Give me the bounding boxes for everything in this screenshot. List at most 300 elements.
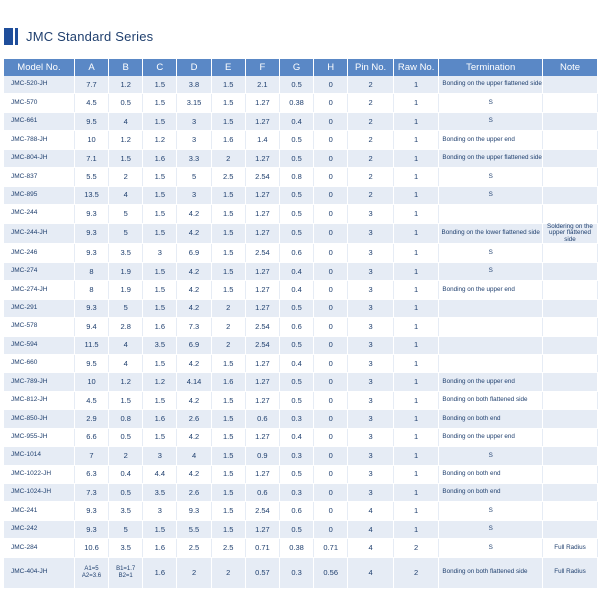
value-cell: 4 (109, 186, 143, 204)
termination-cell: S (439, 520, 543, 538)
value-cell: 0.38 (279, 539, 313, 557)
note-cell (542, 465, 597, 483)
value-cell: 3 (348, 205, 394, 223)
model-cell: JMC-660 (4, 354, 74, 372)
column-header: F (245, 59, 279, 76)
termination-cell: Bonding on both flattened side (439, 391, 543, 409)
value-cell: 0.5 (279, 76, 313, 94)
table-row (4, 112, 598, 130)
value-cell: 3 (348, 262, 394, 280)
value-cell: 0.5 (279, 391, 313, 409)
value-cell: 2 (348, 168, 394, 186)
model-cell: JMC-570 (4, 94, 74, 112)
value-cell: 0.5 (109, 484, 143, 502)
model-cell: JMC-812-JH (4, 391, 74, 409)
termination-cell: Bonding on the upper flattened side (439, 149, 543, 167)
value-cell: 5.5 (177, 520, 211, 538)
column-header: H (314, 59, 348, 76)
model-cell: JMC-274-JH (4, 281, 74, 299)
spec-table (4, 59, 598, 589)
value-cell: 2.54 (245, 244, 279, 262)
value-cell: 1 (393, 465, 439, 483)
value-cell: 0.57 (245, 557, 279, 588)
value-cell: 9.4 (74, 318, 108, 336)
value-cell: 6.9 (177, 244, 211, 262)
value-cell: 2 (393, 557, 439, 588)
table-row (4, 299, 598, 317)
table-row (4, 149, 598, 167)
termination-cell: Bonding on the upper end (439, 281, 543, 299)
value-cell: 1.5 (143, 112, 177, 130)
table-row (4, 520, 598, 538)
column-header: A (74, 59, 108, 76)
value-cell: 0 (314, 373, 348, 391)
value-cell: 2.5 (211, 168, 245, 186)
table-row (4, 76, 598, 94)
section-header (4, 28, 153, 45)
model-cell: JMC-284 (4, 539, 74, 557)
value-cell: 9.3 (74, 205, 108, 223)
column-header: Pin No. (348, 59, 394, 76)
value-cell: 1.5 (211, 186, 245, 204)
note-cell (542, 131, 597, 149)
value-cell: 0.5 (279, 520, 313, 538)
value-cell: 1 (393, 281, 439, 299)
value-cell: 1 (393, 373, 439, 391)
value-cell: 4 (348, 557, 394, 588)
value-cell: 1.6 (143, 318, 177, 336)
value-cell: 1 (393, 447, 439, 465)
column-header: Raw No. (393, 59, 439, 76)
value-cell: 1 (393, 354, 439, 372)
value-cell: 9.3 (74, 502, 108, 520)
value-cell: 4.2 (177, 205, 211, 223)
value-cell: 1.5 (143, 186, 177, 204)
value-cell: 0.4 (279, 262, 313, 280)
value-cell: 1.5 (143, 354, 177, 372)
value-cell: 1.27 (245, 428, 279, 446)
value-cell: 1 (393, 94, 439, 112)
value-cell: 1.9 (109, 262, 143, 280)
value-cell: 1.6 (211, 373, 245, 391)
value-cell: 1 (393, 168, 439, 186)
note-cell (542, 76, 597, 94)
value-cell: 3 (143, 244, 177, 262)
value-cell: 2 (348, 94, 394, 112)
value-cell: 1.9 (109, 281, 143, 299)
note-cell (542, 318, 597, 336)
table-row (4, 186, 598, 204)
value-cell: 0 (314, 205, 348, 223)
value-cell: 0 (314, 149, 348, 167)
termination-cell: Bonding on the lower flattened side (439, 223, 543, 244)
value-cell: 0.71 (314, 539, 348, 557)
value-cell: 0.9 (245, 447, 279, 465)
value-cell: 3.15 (177, 94, 211, 112)
value-cell: 1.5 (211, 410, 245, 428)
table-row (4, 131, 598, 149)
note-cell (542, 484, 597, 502)
value-cell: 1 (393, 410, 439, 428)
table-row (4, 428, 598, 446)
value-cell: 1.5 (143, 520, 177, 538)
value-cell: 0 (314, 168, 348, 186)
table-row (4, 281, 598, 299)
note-cell (542, 299, 597, 317)
value-cell: 2.9 (74, 410, 108, 428)
value-cell: 0.4 (109, 465, 143, 483)
value-cell: 2 (109, 447, 143, 465)
value-cell: 1 (393, 428, 439, 446)
value-cell: 1 (393, 223, 439, 244)
value-cell: 1.6 (211, 131, 245, 149)
value-cell: 2.1 (245, 76, 279, 94)
termination-cell: Bonding on both end (439, 410, 543, 428)
termination-cell: Bonding on the upper end (439, 131, 543, 149)
value-cell: 1.5 (211, 428, 245, 446)
value-cell: 3 (348, 484, 394, 502)
value-cell: 1.6 (143, 539, 177, 557)
table-row (4, 205, 598, 223)
value-cell: 0 (314, 76, 348, 94)
value-cell: 1.5 (109, 391, 143, 409)
value-cell: 1.2 (109, 76, 143, 94)
value-cell: 0 (314, 131, 348, 149)
value-cell: 1 (393, 502, 439, 520)
value-cell: 4 (109, 336, 143, 354)
value-cell: 1.5 (143, 299, 177, 317)
value-cell: 1.5 (143, 391, 177, 409)
table-row (4, 336, 598, 354)
value-cell: 1 (393, 299, 439, 317)
value-cell: 6.9 (177, 336, 211, 354)
value-cell: 4 (348, 539, 394, 557)
value-cell: 1.6 (143, 557, 177, 588)
value-cell: 1.27 (245, 186, 279, 204)
table-row (4, 539, 598, 557)
value-cell: 0.5 (279, 186, 313, 204)
value-cell: 0 (314, 336, 348, 354)
value-cell: 0 (314, 410, 348, 428)
value-cell: 1.5 (211, 223, 245, 244)
value-cell: 7.7 (74, 76, 108, 94)
value-cell: 0.5 (279, 149, 313, 167)
value-cell: 3 (348, 373, 394, 391)
model-cell: JMC-242 (4, 520, 74, 538)
table-row (4, 354, 598, 372)
value-cell: 0.5 (279, 373, 313, 391)
value-cell: 1.5 (143, 262, 177, 280)
page-title: JMC Standard Series (26, 29, 154, 44)
value-cell: 3 (348, 223, 394, 244)
model-cell: JMC-274 (4, 262, 74, 280)
value-cell: 0.6 (279, 244, 313, 262)
value-cell: 7.3 (74, 484, 108, 502)
value-cell: 1.5 (143, 223, 177, 244)
value-cell: 0 (314, 447, 348, 465)
value-cell: 3 (348, 318, 394, 336)
value-cell: 1.5 (143, 205, 177, 223)
value-cell: 0 (314, 484, 348, 502)
value-cell: 1.2 (109, 373, 143, 391)
model-cell: JMC-789-JH (4, 373, 74, 391)
value-cell: 1 (393, 244, 439, 262)
termination-cell (439, 299, 543, 317)
value-cell: 0.5 (279, 336, 313, 354)
value-cell: 2.8 (109, 318, 143, 336)
value-cell: 4 (177, 447, 211, 465)
value-cell: 1.27 (245, 112, 279, 130)
termination-cell: S (439, 168, 543, 186)
value-cell: 2 (348, 149, 394, 167)
value-cell: 1.27 (245, 223, 279, 244)
table-row (4, 262, 598, 280)
table-row (4, 557, 598, 588)
value-cell: 0.5 (279, 465, 313, 483)
value-cell: 1.2 (143, 373, 177, 391)
model-cell: JMC-788-JH (4, 131, 74, 149)
note-cell (542, 112, 597, 130)
value-cell: 0 (314, 112, 348, 130)
value-cell: 3.5 (143, 336, 177, 354)
termination-cell: S (439, 244, 543, 262)
value-cell: 0.3 (279, 484, 313, 502)
value-cell: 3.5 (143, 484, 177, 502)
note-cell (542, 205, 597, 223)
termination-cell (439, 318, 543, 336)
value-cell: A1=5 A2=3.6 (74, 557, 108, 588)
value-cell: 5.5 (74, 168, 108, 186)
column-header: D (177, 59, 211, 76)
value-cell: 2.54 (245, 502, 279, 520)
value-cell: 0.6 (279, 318, 313, 336)
value-cell: 4.2 (177, 281, 211, 299)
value-cell: 4.2 (177, 299, 211, 317)
model-cell: JMC-244 (4, 205, 74, 223)
value-cell: 5 (109, 223, 143, 244)
model-cell: JMC-246 (4, 244, 74, 262)
model-cell: JMC-1022-JH (4, 465, 74, 483)
column-header: Note (542, 59, 597, 76)
table-row (4, 447, 598, 465)
value-cell: 4.2 (177, 354, 211, 372)
value-cell: 4 (109, 112, 143, 130)
value-cell: 3 (143, 502, 177, 520)
column-header: Model No. (4, 59, 74, 76)
note-cell (542, 428, 597, 446)
value-cell: 1 (393, 131, 439, 149)
table-row (4, 410, 598, 428)
termination-cell: S (439, 447, 543, 465)
value-cell: 6.6 (74, 428, 108, 446)
value-cell: 3 (177, 186, 211, 204)
value-cell: 0.4 (279, 354, 313, 372)
value-cell: 1 (393, 149, 439, 167)
value-cell: 0 (314, 465, 348, 483)
value-cell: 0.3 (279, 447, 313, 465)
value-cell: 2.5 (177, 539, 211, 557)
model-cell: JMC-594 (4, 336, 74, 354)
model-cell: JMC-895 (4, 186, 74, 204)
termination-cell: S (439, 262, 543, 280)
value-cell: 0 (314, 354, 348, 372)
value-cell: 1.5 (211, 502, 245, 520)
table-row (4, 318, 598, 336)
value-cell: 6.3 (74, 465, 108, 483)
value-cell: 1.2 (109, 131, 143, 149)
value-cell: 1 (393, 205, 439, 223)
table-row (4, 373, 598, 391)
value-cell: 4.14 (177, 373, 211, 391)
note-cell (542, 262, 597, 280)
value-cell: 5 (109, 520, 143, 538)
value-cell: 0 (314, 186, 348, 204)
value-cell: 1.5 (211, 447, 245, 465)
model-cell: JMC-244-JH (4, 223, 74, 244)
value-cell: 0.4 (279, 281, 313, 299)
value-cell: 1.5 (211, 244, 245, 262)
value-cell: 2 (211, 149, 245, 167)
termination-cell: Bonding on both end (439, 484, 543, 502)
column-header: B (109, 59, 143, 76)
value-cell: 9.3 (74, 520, 108, 538)
value-cell: 5 (109, 299, 143, 317)
value-cell: 2.54 (245, 336, 279, 354)
value-cell: 1.5 (143, 281, 177, 299)
value-cell: 3 (348, 299, 394, 317)
table-body (4, 76, 598, 588)
value-cell: 0.5 (109, 94, 143, 112)
model-cell: JMC-1014 (4, 447, 74, 465)
value-cell: 2 (211, 299, 245, 317)
value-cell: 2 (211, 557, 245, 588)
note-cell (542, 94, 597, 112)
model-cell: JMC-1024-JH (4, 484, 74, 502)
value-cell: 3 (143, 447, 177, 465)
value-cell: 0.38 (279, 94, 313, 112)
termination-cell: Bonding on both end (439, 465, 543, 483)
value-cell: 0 (314, 520, 348, 538)
value-cell: 1 (393, 186, 439, 204)
value-cell: 8 (74, 262, 108, 280)
value-cell: 3.3 (177, 149, 211, 167)
value-cell: 8 (74, 281, 108, 299)
value-cell: 1.5 (143, 94, 177, 112)
value-cell: 3 (348, 465, 394, 483)
table-row (4, 465, 598, 483)
value-cell: 1.5 (211, 391, 245, 409)
value-cell: 3 (348, 447, 394, 465)
value-cell: 2.54 (245, 318, 279, 336)
value-cell: 3 (348, 428, 394, 446)
value-cell: 2 (348, 112, 394, 130)
value-cell: 1.27 (245, 205, 279, 223)
value-cell: 1.27 (245, 299, 279, 317)
value-cell: 2 (211, 318, 245, 336)
table-row (4, 502, 598, 520)
value-cell: 0.5 (279, 131, 313, 149)
value-cell: 10 (74, 131, 108, 149)
note-cell: Full Radius (542, 557, 597, 588)
note-cell (542, 281, 597, 299)
value-cell: 1.27 (245, 149, 279, 167)
value-cell: 5 (177, 168, 211, 186)
value-cell: 4 (109, 354, 143, 372)
value-cell: 9.3 (74, 223, 108, 244)
value-cell: 1.27 (245, 262, 279, 280)
value-cell: 3 (348, 281, 394, 299)
header-marker-icon (4, 28, 13, 45)
value-cell: 1.27 (245, 520, 279, 538)
value-cell: 1.5 (211, 262, 245, 280)
value-cell: 1 (393, 520, 439, 538)
value-cell: 1.5 (211, 484, 245, 502)
model-cell: JMC-241 (4, 502, 74, 520)
value-cell: 3.8 (177, 76, 211, 94)
column-header: E (211, 59, 245, 76)
value-cell: 1 (393, 391, 439, 409)
value-cell: 1.5 (143, 76, 177, 94)
value-cell: 1.5 (109, 149, 143, 167)
note-cell (542, 447, 597, 465)
value-cell: 1.27 (245, 391, 279, 409)
termination-cell: Bonding on both flattened side (439, 557, 543, 588)
model-cell: JMC-955-JH (4, 428, 74, 446)
value-cell: 0.5 (279, 299, 313, 317)
value-cell: 2.6 (177, 410, 211, 428)
value-cell: 4.5 (74, 94, 108, 112)
value-cell: 1.27 (245, 94, 279, 112)
value-cell: 0 (314, 299, 348, 317)
note-cell (542, 502, 597, 520)
column-header: Termination (439, 59, 543, 76)
value-cell: 1.5 (211, 205, 245, 223)
value-cell: 0.6 (245, 484, 279, 502)
value-cell: 1.5 (211, 465, 245, 483)
value-cell: 3.5 (109, 502, 143, 520)
value-cell: 0.3 (279, 410, 313, 428)
value-cell: 11.5 (74, 336, 108, 354)
value-cell: 0 (314, 502, 348, 520)
termination-cell: S (439, 94, 543, 112)
value-cell: 3 (348, 391, 394, 409)
table-row (4, 223, 598, 244)
value-cell: 4 (348, 520, 394, 538)
value-cell: 4.2 (177, 391, 211, 409)
value-cell: 5 (109, 205, 143, 223)
value-cell: 0 (314, 244, 348, 262)
value-cell: 4.4 (143, 465, 177, 483)
value-cell: 4.5 (74, 391, 108, 409)
value-cell: 0.5 (279, 223, 313, 244)
table-row (4, 484, 598, 502)
value-cell: 3 (348, 336, 394, 354)
value-cell: 3 (177, 112, 211, 130)
value-cell: 1 (393, 76, 439, 94)
value-cell: 0 (314, 262, 348, 280)
value-cell: 0.8 (279, 168, 313, 186)
value-cell: 3.5 (109, 539, 143, 557)
table-row (4, 391, 598, 409)
termination-cell: Bonding on the upper flattened side (439, 76, 543, 94)
termination-cell: Bonding on the upper end (439, 428, 543, 446)
value-cell: 9.5 (74, 112, 108, 130)
value-cell: 0.3 (279, 557, 313, 588)
termination-cell (439, 205, 543, 223)
termination-cell: S (439, 539, 543, 557)
note-cell (542, 520, 597, 538)
termination-cell: S (439, 186, 543, 204)
